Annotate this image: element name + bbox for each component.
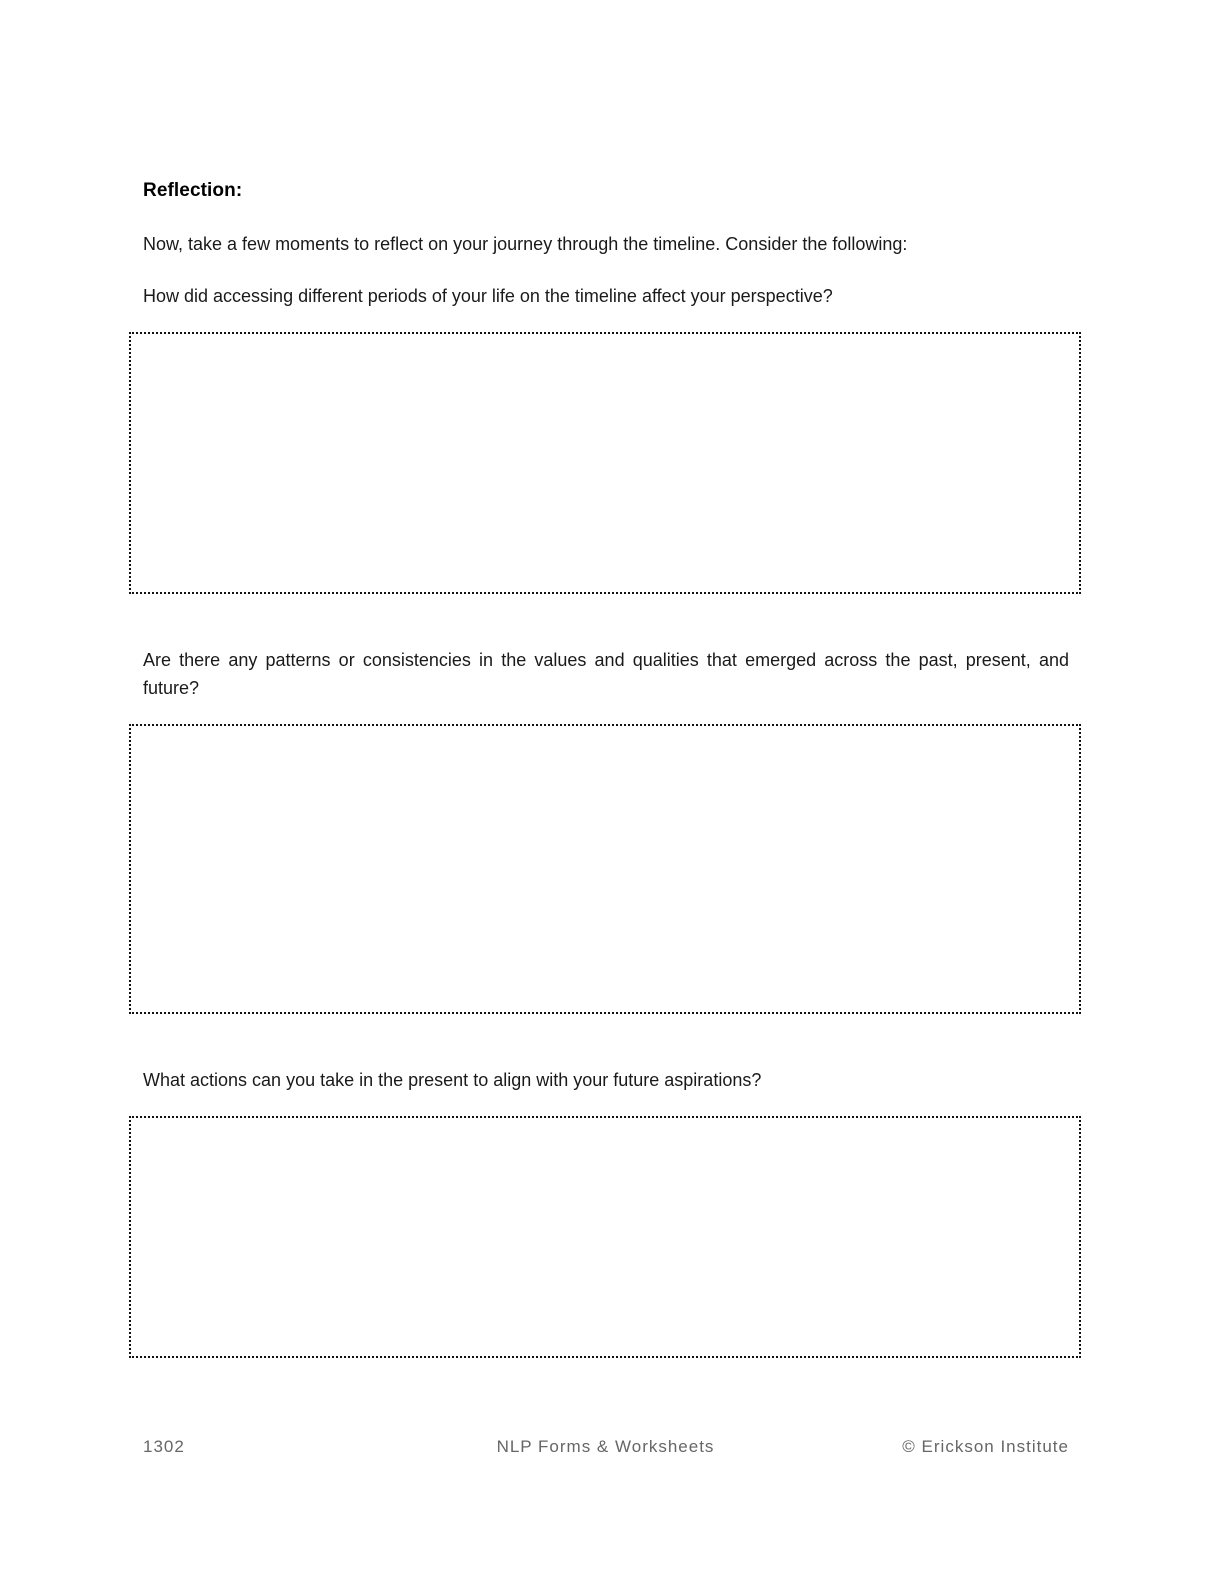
page-number: 1302 (143, 1437, 185, 1456)
question-1-prompt: How did accessing different periods of your life on the timeline affect your perspective? (143, 286, 833, 306)
question-3-answer-field[interactable] (131, 1118, 1079, 1356)
section-heading: Reflection: (143, 180, 243, 201)
intro-text: Now, take a few moments to reflect on your journey through the timeline. Consider the following: (143, 234, 908, 254)
document-title: NLP Forms & Worksheets (496, 1437, 715, 1456)
question-2-answer-box[interactable] (129, 724, 1081, 1014)
question-1-answer-field[interactable] (131, 334, 1079, 592)
question-3-prompt: What actions can you take in the present to align with your future aspirations? (143, 1070, 762, 1090)
question-3-answer-box[interactable] (129, 1116, 1081, 1358)
question-1-answer-box[interactable] (129, 332, 1081, 594)
question-2-prompt: Are there any patterns or consistencies in the values and qualities that emerged across the past, present, and future? (143, 650, 1069, 698)
copyright-notice: © Erickson Institute (902, 1437, 1069, 1456)
question-2-answer-field[interactable] (131, 726, 1079, 1012)
